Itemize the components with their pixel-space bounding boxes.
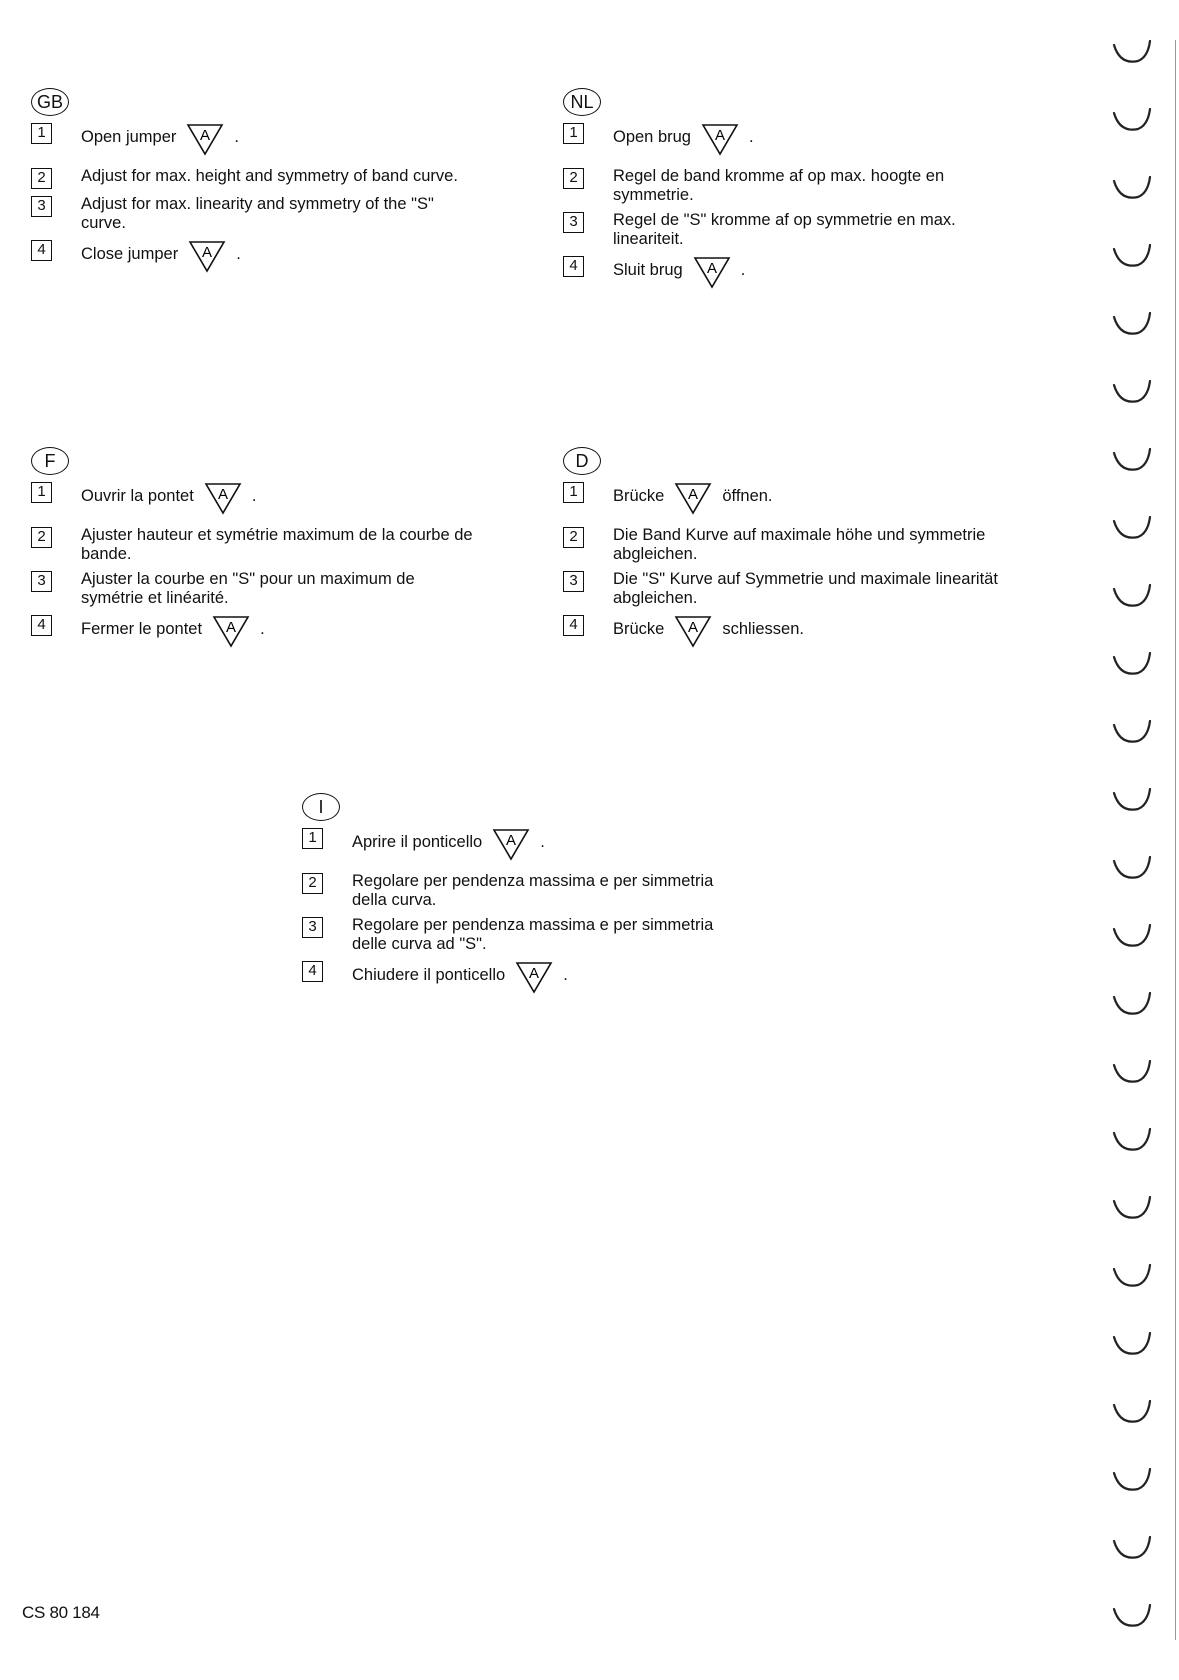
step-2	[31, 526, 501, 564]
jumper-a-triangle-icon	[186, 122, 224, 161]
step-number: 1	[31, 123, 52, 144]
language-badge-nl: NL	[563, 88, 601, 116]
section-d	[563, 447, 1033, 659]
spiral-binding	[1100, 0, 1179, 1680]
jumper-a-triangle-icon	[515, 960, 553, 999]
step-4	[563, 255, 1033, 294]
step-text: Brücke	[613, 487, 665, 505]
step-number: 4	[563, 256, 584, 277]
binding-hook-icon	[1114, 1265, 1150, 1286]
step-number: 3	[563, 571, 584, 592]
step-number: 1	[31, 482, 52, 503]
step-3	[31, 195, 501, 233]
step-number: 1	[563, 482, 584, 503]
step-text: Fermer le pontet	[81, 620, 203, 638]
step-4	[31, 239, 501, 278]
step-2	[302, 872, 772, 910]
jumper-letter: A	[226, 619, 237, 636]
binding-edge-line	[1175, 40, 1176, 1640]
binding-hook-icon	[1114, 1469, 1150, 1490]
jumper-letter: A	[202, 244, 213, 261]
document-number: CS 80 184	[22, 1603, 100, 1622]
step-3	[31, 570, 501, 608]
jumper-letter: A	[688, 619, 699, 636]
step-text: Aprire il ponticello	[352, 833, 483, 851]
step-text: Close jumper	[81, 245, 179, 263]
step-text: Die "S" Kurve auf Symmetrie und maximale linearität abgleichen.	[613, 570, 998, 607]
step-text: Regel de "S" kromme af op symmetrie en max. lineariteit.	[613, 211, 956, 248]
step-text: Brücke	[613, 620, 665, 638]
step-3	[563, 570, 1033, 608]
step-text: Adjust for max. linearity and symmetry of the "S" curve.	[81, 195, 434, 232]
section-gb	[31, 88, 501, 284]
step-text: Sluit brug	[613, 261, 683, 279]
step-4	[31, 614, 501, 653]
step-2	[563, 167, 1033, 205]
step-1	[31, 481, 501, 520]
step-1	[31, 122, 501, 161]
step-number: 4	[31, 615, 52, 636]
binding-hook-icon	[1114, 1333, 1150, 1354]
binding-hook-icon	[1114, 313, 1150, 334]
step-text: Ajuster la courbe en "S" pour un maximum de symétrie et linéarité.	[81, 570, 415, 607]
step-number: 3	[302, 917, 323, 938]
binding-hook-icon	[1114, 517, 1150, 538]
jumper-letter: A	[688, 486, 699, 503]
binding-hook-icon	[1114, 245, 1150, 266]
step-trailing: .	[748, 128, 754, 146]
jumper-a-triangle-icon	[492, 827, 530, 866]
binding-hook-icon	[1114, 1061, 1150, 1082]
language-badge-d: D	[563, 447, 601, 475]
binding-hook-icon	[1114, 449, 1150, 470]
step-trailing: .	[260, 620, 265, 638]
step-text: Regolare per pendenza massima e per simmetria delle curva ad "S".	[352, 916, 714, 953]
step-number: 3	[31, 571, 52, 592]
jumper-a-triangle-icon	[693, 255, 731, 294]
step-number: 2	[31, 168, 52, 189]
step-text: Regel de band kromme af op max. hoogte en symmetrie.	[613, 167, 945, 204]
binding-hook-icon	[1114, 789, 1150, 810]
step-trailing: .	[234, 128, 239, 146]
jumper-a-triangle-icon	[674, 614, 712, 653]
section-nl	[563, 88, 1033, 300]
binding-hook-icon	[1114, 1197, 1150, 1218]
step-trailing: .	[236, 245, 241, 263]
binding-hook-icon	[1114, 1129, 1150, 1150]
binding-hook-icon	[1114, 857, 1150, 878]
step-trailing: schliessen.	[722, 620, 804, 638]
binding-hook-icon	[1114, 721, 1150, 742]
step-number: 3	[563, 212, 584, 233]
step-trailing: öffnen.	[722, 487, 773, 505]
binding-hook-icon	[1114, 1401, 1150, 1422]
language-badge-f: F	[31, 447, 69, 475]
step-text: Ouvrir la pontet	[81, 487, 194, 505]
jumper-letter: A	[217, 486, 228, 503]
step-1	[563, 481, 1033, 520]
jumper-letter: A	[200, 127, 211, 144]
step-number: 2	[563, 527, 584, 548]
jumper-letter: A	[506, 832, 517, 849]
jumper-letter: A	[714, 127, 725, 144]
step-trailing: .	[563, 966, 568, 984]
step-2	[31, 167, 501, 189]
jumper-a-triangle-icon	[204, 481, 242, 520]
step-trailing: .	[740, 261, 746, 279]
binding-hook-icon	[1114, 993, 1150, 1014]
jumper-a-triangle-icon	[701, 122, 739, 161]
binding-hook-icon	[1114, 585, 1150, 606]
step-number: 4	[31, 240, 52, 261]
binding-hook-icon	[1114, 41, 1150, 62]
step-trailing: .	[540, 833, 545, 851]
step-number: 2	[31, 527, 52, 548]
language-badge-i: I	[302, 793, 340, 821]
step-number: 2	[302, 873, 323, 894]
step-number: 2	[563, 168, 584, 189]
binding-hook-icon	[1114, 1605, 1150, 1626]
step-3	[302, 916, 772, 954]
step-number: 1	[563, 123, 584, 144]
step-3	[563, 211, 1033, 249]
binding-hook-icon	[1114, 109, 1150, 130]
step-number: 4	[563, 615, 584, 636]
step-4	[302, 960, 772, 999]
jumper-a-triangle-icon	[674, 481, 712, 520]
jumper-letter: A	[529, 965, 540, 982]
step-text: Adjust for max. height and symmetry of band curve.	[81, 167, 458, 185]
step-number: 4	[302, 961, 323, 982]
language-badge-gb: GB	[31, 88, 69, 116]
step-2	[563, 526, 1033, 564]
step-text: Regolare per pendenza massima e per simmetria della curva.	[352, 872, 714, 909]
step-text: Open brug	[613, 128, 691, 146]
binding-hook-icon	[1114, 177, 1150, 198]
step-text: Ajuster hauteur et symétrie maximum de la courbe de bande.	[81, 526, 473, 563]
step-4	[563, 614, 1033, 653]
jumper-a-triangle-icon	[212, 614, 250, 653]
step-text: Die Band Kurve auf maximale höhe und symmetrie abgleichen.	[613, 526, 986, 563]
jumper-a-triangle-icon	[188, 239, 226, 278]
section-i	[302, 793, 772, 1005]
section-f	[31, 447, 501, 659]
step-text: Chiudere il ponticello	[352, 966, 506, 984]
binding-hook-icon	[1114, 653, 1150, 674]
step-number: 3	[31, 196, 52, 217]
step-1	[302, 827, 772, 866]
binding-hook-icon	[1114, 381, 1150, 402]
step-1	[563, 122, 1033, 161]
step-text: Open jumper	[81, 128, 177, 146]
binding-hook-icon	[1114, 925, 1150, 946]
jumper-letter: A	[706, 260, 717, 277]
step-number: 1	[302, 828, 323, 849]
step-trailing: .	[251, 487, 257, 505]
binding-hook-icon	[1114, 1537, 1150, 1558]
